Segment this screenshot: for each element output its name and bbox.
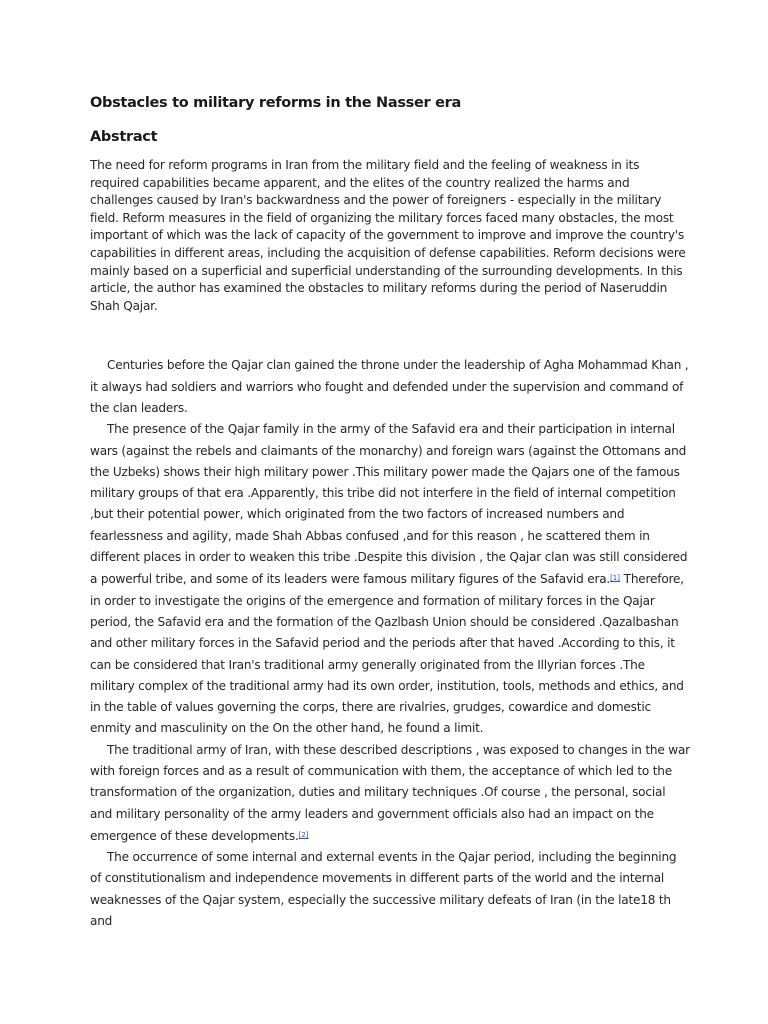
article-title: Obstacles to military reforms in the Nasser era [90,95,462,111]
abstract-heading: Abstract [90,129,158,145]
document-page [90,92,690,932]
paragraph-text: Therefore, in order to investigate the origins of the emergence and formation of military forces in the Qajar period, the Safavid era and the formation of the Qazlbash Union should be considered .Qazalbashan and other military forces in the Safavid period and the periods after that haved .According to this, it can be considered that Iran's traditional army generally originated from the Illyrian forces .The military complex of the traditional army had its own order, institution, tools, methods and ethics, and in the table of values governing the corps, there are rivalries, grudges, cowardice and domestic enmity and masculinity on the On the other hand, he found a limit. [90,572,684,736]
body-paragraph-3 [90,740,690,847]
paragraph-text: The traditional army of Iran, with these described descriptions , was exposed to changes in the war with foreign forces and as a result of communication with them, the acceptance of which led to the transformation of the organization, duties and military techniques .Of course , the personal, social and military personality of the army leaders and government officials also had an impact on the emergence of these developments. [90,742,690,843]
body-paragraph-2 [90,419,690,739]
paragraph-text: The presence of the Qajar family in the army of the Safavid era and their participation in internal wars (against the rebels and claimants of the monarchy) and foreign wars (against the Ottomans and the Uzbeks) shows their high military power .This military power made the Qajars one of the famous military groups of that era .Apparently, this tribe did not interfere in the field of internal competition ,but their potential power, which originated from the two factors of increased numbers and fearlessness and agility, made Shah Abbas confused ,and for this reason , he scattered them in different places in order to weaken this tribe .Despite this division , the Qajar clan was still considered a powerful tribe, and some of its leaders were famous military figures of the Safavid era. [90,422,688,587]
footnote-link-1[interactable]: [1] [610,574,620,583]
abstract-text: The need for reform programs in Iran from the military field and the feeling of weakness in its required capabilities became apparent, and the elites of the country realized the harms and challenges caused by Iran's backwardness and the power of foreigners - especially in the military field. Reform measures in the field of organizing the military forces faced many obstacles, the most important of which was the lack of capacity of the government to improve and improve the country's capabilities in different areas, including the acquisition of defense capabilities. Reform decisions were mainly based on a superficial and superficial understanding of the surrounding developments. In this article, the author has examined the obstacles to military reforms during the period of Naseruddin Shah Qajar. [90,158,686,313]
footnote-link-2[interactable]: [2] [298,830,309,839]
body-paragraph-1 [90,355,690,419]
paragraph-text: Centuries before the Qajar clan gained the throne under the leadership of Agha Mohammad Khan , it always had soldiers and warriors who fought and defended under the supervision and command of the clan leaders. [90,358,689,415]
article-body [90,355,690,932]
paragraph-text: The occurrence of some internal and external events in the Qajar period, including the beginning of constitutionalism and independence movements in different parts of the world and the internal weaknesses of the Qajar system, especially the successive military defeats of Iran (in the late18 th and [90,850,677,929]
body-paragraph-4 [90,847,690,932]
